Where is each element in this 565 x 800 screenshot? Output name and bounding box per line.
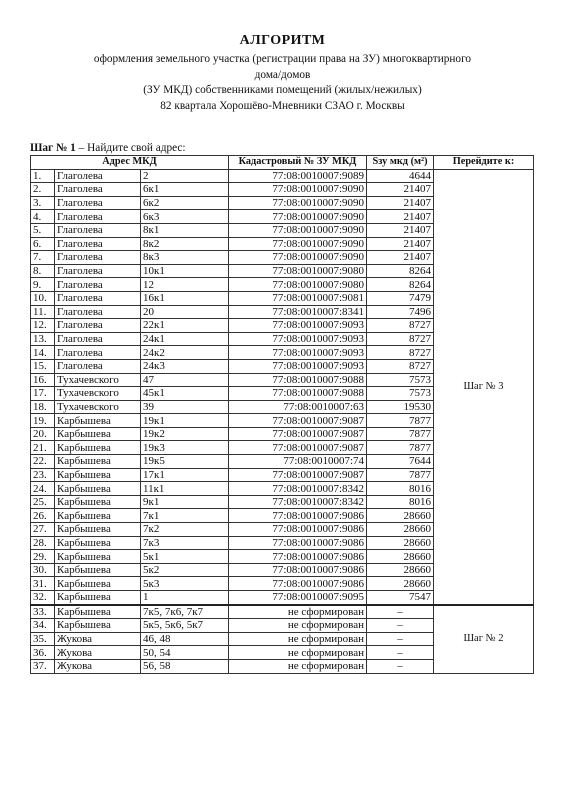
plot-area: – [367,605,434,619]
street-name: Глаголева [55,223,141,237]
street-name: Глаголева [55,237,141,251]
row-number: 29. [31,550,55,564]
plot-area: – [367,646,434,660]
plot-area: 8727 [367,319,434,333]
table-row [31,169,534,183]
street-name: Жукова [55,632,141,646]
house-number: 19к5 [141,455,229,469]
street-name: Карбышева [55,563,141,577]
house-number: 50, 54 [141,646,229,660]
subtitle-line: (ЗУ МКД) собственниками помещений (жилых/нежилых) [143,84,422,96]
street-name: Глаголева [55,291,141,305]
row-number: 13. [31,332,55,346]
street-name: Карбышева [55,605,141,619]
row-number: 18. [31,400,55,414]
cadastral-number: 77:08:0010007:9093 [229,359,367,373]
row-number: 27. [31,523,55,537]
house-number: 5к5, 5к6, 5к7 [141,619,229,633]
street-name: Тухачевского [55,387,141,401]
cadastral-number: 77:08:0010007:9086 [229,509,367,523]
house-number: 5к2 [141,563,229,577]
goto-step-cell: Шаг № 3 [434,169,534,605]
house-number: 19к1 [141,414,229,428]
street-name: Карбышева [55,414,141,428]
plot-area: 8016 [367,495,434,509]
street-name: Карбышева [55,523,141,537]
cadastral-number: 77:08:0010007:9087 [229,468,367,482]
cadastral-number: 77:08:0010007:63 [229,400,367,414]
cadastral-number: 77:08:0010007:74 [229,455,367,469]
house-number: 6к1 [141,183,229,197]
cadastral-number: 77:08:0010007:9081 [229,291,367,305]
house-number: 19к2 [141,427,229,441]
header-cadastral: Кадастровый № ЗУ МКД [229,156,367,170]
header-goto: Перейдите к: [434,156,534,170]
house-number: 7к3 [141,536,229,550]
house-number: 10к1 [141,264,229,278]
street-name: Тухачевского [55,373,141,387]
row-number: 12. [31,319,55,333]
table-body [31,169,534,673]
row-number: 21. [31,441,55,455]
cadastral-number: 77:08:0010007:9086 [229,550,367,564]
street-name: Карбышева [55,441,141,455]
cadastral-number: 77:08:0010007:9088 [229,373,367,387]
cadastral-number: 77:08:0010007:9090 [229,237,367,251]
row-number: 3. [31,196,55,210]
header-area: Sзу мкд (м²) [367,156,434,170]
house-number: 19к3 [141,441,229,455]
street-name: Глаголева [55,305,141,319]
street-name: Глаголева [55,183,141,197]
cadastral-number: 77:08:0010007:9087 [229,427,367,441]
row-number: 1. [31,169,55,183]
row-number: 24. [31,482,55,496]
house-number: 8к1 [141,223,229,237]
cadastral-number: 77:08:0010007:9090 [229,183,367,197]
row-number: 33. [31,605,55,619]
street-name: Карбышева [55,427,141,441]
cadastral-number: 77:08:0010007:9087 [229,414,367,428]
row-number: 35. [31,632,55,646]
cadastral-number: 77:08:0010007:9090 [229,251,367,265]
step1-heading [30,142,186,154]
plot-area: 28660 [367,563,434,577]
address-table [30,155,534,674]
house-number: 7к5, 7к6, 7к7 [141,605,229,619]
house-number: 1 [141,591,229,605]
cadastral-number: 77:08:0010007:9093 [229,332,367,346]
row-number: 9. [31,278,55,292]
plot-area: 21407 [367,210,434,224]
house-number: 7к1 [141,509,229,523]
row-number: 2. [31,183,55,197]
step1-text: – Найдите свой адрес: [75,142,186,154]
row-number: 22. [31,455,55,469]
cadastral-number: не сформирован [229,632,367,646]
plot-area: 7877 [367,427,434,441]
header-address: Адрес МКД [31,156,229,170]
subtitle-line: оформления земельного участка (регистрации права на ЗУ) многоквартирного [93,53,472,65]
row-number: 16. [31,373,55,387]
plot-area: 8727 [367,346,434,360]
row-number: 28. [31,536,55,550]
cadastral-number: 77:08:0010007:9088 [229,387,367,401]
row-number: 25. [31,495,55,509]
table-header-row [31,156,534,170]
row-number: 5. [31,223,55,237]
house-number: 5к3 [141,577,229,591]
plot-area: 28660 [367,536,434,550]
street-name: Глаголева [55,278,141,292]
cadastral-number: 77:08:0010007:8341 [229,305,367,319]
row-number: 34. [31,619,55,633]
cadastral-number: 77:08:0010007:9086 [229,577,367,591]
street-name: Глаголева [55,169,141,183]
plot-area: 28660 [367,523,434,537]
plot-area: 7573 [367,387,434,401]
row-number: 10. [31,291,55,305]
street-name: Карбышева [55,550,141,564]
row-number: 37. [31,659,55,673]
goto-step-cell: Шаг № 2 [434,605,534,673]
house-number: 6к2 [141,196,229,210]
cadastral-number: 77:08:0010007:9086 [229,563,367,577]
street-name: Карбышева [55,591,141,605]
cadastral-number: 77:08:0010007:9086 [229,523,367,537]
house-number: 12 [141,278,229,292]
house-number: 39 [141,400,229,414]
plot-area: 7496 [367,305,434,319]
plot-area: 7479 [367,291,434,305]
house-number: 2 [141,169,229,183]
house-number: 45к1 [141,387,229,401]
row-number: 20. [31,427,55,441]
house-number: 24к1 [141,332,229,346]
plot-area: 8016 [367,482,434,496]
cadastral-number: 77:08:0010007:9090 [229,210,367,224]
house-number: 56, 58 [141,659,229,673]
row-number: 15. [31,359,55,373]
plot-area: 8264 [367,264,434,278]
street-name: Глаголева [55,359,141,373]
plot-area: 21407 [367,237,434,251]
cadastral-number: 77:08:0010007:9093 [229,346,367,360]
document-subtitle [40,52,525,114]
cadastral-number: не сформирован [229,619,367,633]
cadastral-number: 77:08:0010007:9090 [229,196,367,210]
cadastral-number: 77:08:0010007:9080 [229,264,367,278]
cadastral-number: не сформирован [229,605,367,619]
row-number: 7. [31,251,55,265]
street-name: Карбышева [55,468,141,482]
cadastral-number: 77:08:0010007:9090 [229,223,367,237]
plot-area: 7573 [367,373,434,387]
street-name: Глаголева [55,210,141,224]
street-name: Карбышева [55,482,141,496]
cadastral-number: 77:08:0010007:9089 [229,169,367,183]
street-name: Тухачевского [55,400,141,414]
house-number: 8к2 [141,237,229,251]
plot-area: 28660 [367,550,434,564]
house-number: 17к1 [141,468,229,482]
plot-area: – [367,632,434,646]
subtitle-line: дома/домов [254,68,311,81]
cadastral-number: не сформирован [229,646,367,660]
row-number: 14. [31,346,55,360]
plot-area: 8264 [367,278,434,292]
street-name: Глаголева [55,332,141,346]
plot-area: 8727 [367,359,434,373]
street-name: Карбышева [55,509,141,523]
street-name: Карбышева [55,455,141,469]
table-row [31,605,534,619]
street-name: Глаголева [55,319,141,333]
plot-area: – [367,659,434,673]
plot-area: 7644 [367,455,434,469]
cadastral-number: не сформирован [229,659,367,673]
plot-area: 7547 [367,591,434,605]
plot-area: 21407 [367,223,434,237]
street-name: Карбышева [55,619,141,633]
row-number: 36. [31,646,55,660]
row-number: 26. [31,509,55,523]
house-number: 9к1 [141,495,229,509]
row-number: 8. [31,264,55,278]
cadastral-number: 77:08:0010007:8342 [229,482,367,496]
cadastral-number: 77:08:0010007:9086 [229,536,367,550]
house-number: 24к2 [141,346,229,360]
street-name: Карбышева [55,495,141,509]
plot-area: 28660 [367,509,434,523]
row-number: 17. [31,387,55,401]
house-number: 46, 48 [141,632,229,646]
row-number: 30. [31,563,55,577]
plot-area: 28660 [367,577,434,591]
plot-area: 4644 [367,169,434,183]
street-name: Жукова [55,659,141,673]
street-name: Глаголева [55,196,141,210]
street-name: Глаголева [55,264,141,278]
house-number: 22к1 [141,319,229,333]
row-number: 19. [31,414,55,428]
row-number: 4. [31,210,55,224]
street-name: Жукова [55,646,141,660]
row-number: 31. [31,577,55,591]
row-number: 23. [31,468,55,482]
plot-area: 19530 [367,400,434,414]
plot-area: 7877 [367,414,434,428]
house-number: 5к1 [141,550,229,564]
plot-area: 21407 [367,251,434,265]
house-number: 20 [141,305,229,319]
house-number: 24к3 [141,359,229,373]
street-name: Глаголева [55,251,141,265]
step1-label: Шаг № 1 [30,142,76,154]
document-title: АЛГОРИТМ [239,33,326,48]
house-number: 11к1 [141,482,229,496]
street-name: Глаголева [55,346,141,360]
house-number: 7к2 [141,523,229,537]
cadastral-number: 77:08:0010007:9093 [229,319,367,333]
cadastral-number: 77:08:0010007:9095 [229,591,367,605]
cadastral-number: 77:08:0010007:9087 [229,441,367,455]
plot-area: – [367,619,434,633]
plot-area: 21407 [367,183,434,197]
plot-area: 8727 [367,332,434,346]
street-name: Карбышева [55,536,141,550]
plot-area: 7877 [367,468,434,482]
plot-area: 21407 [367,196,434,210]
house-number: 47 [141,373,229,387]
row-number: 11. [31,305,55,319]
cadastral-number: 77:08:0010007:8342 [229,495,367,509]
row-number: 6. [31,237,55,251]
house-number: 16к1 [141,291,229,305]
street-name: Карбышева [55,577,141,591]
subtitle-line: 82 квартала Хорошёво-Мневники СЗАО г. Москвы [160,99,405,112]
row-number: 32. [31,591,55,605]
plot-area: 7877 [367,441,434,455]
cadastral-number: 77:08:0010007:9080 [229,278,367,292]
house-number: 8к3 [141,251,229,265]
house-number: 6к3 [141,210,229,224]
